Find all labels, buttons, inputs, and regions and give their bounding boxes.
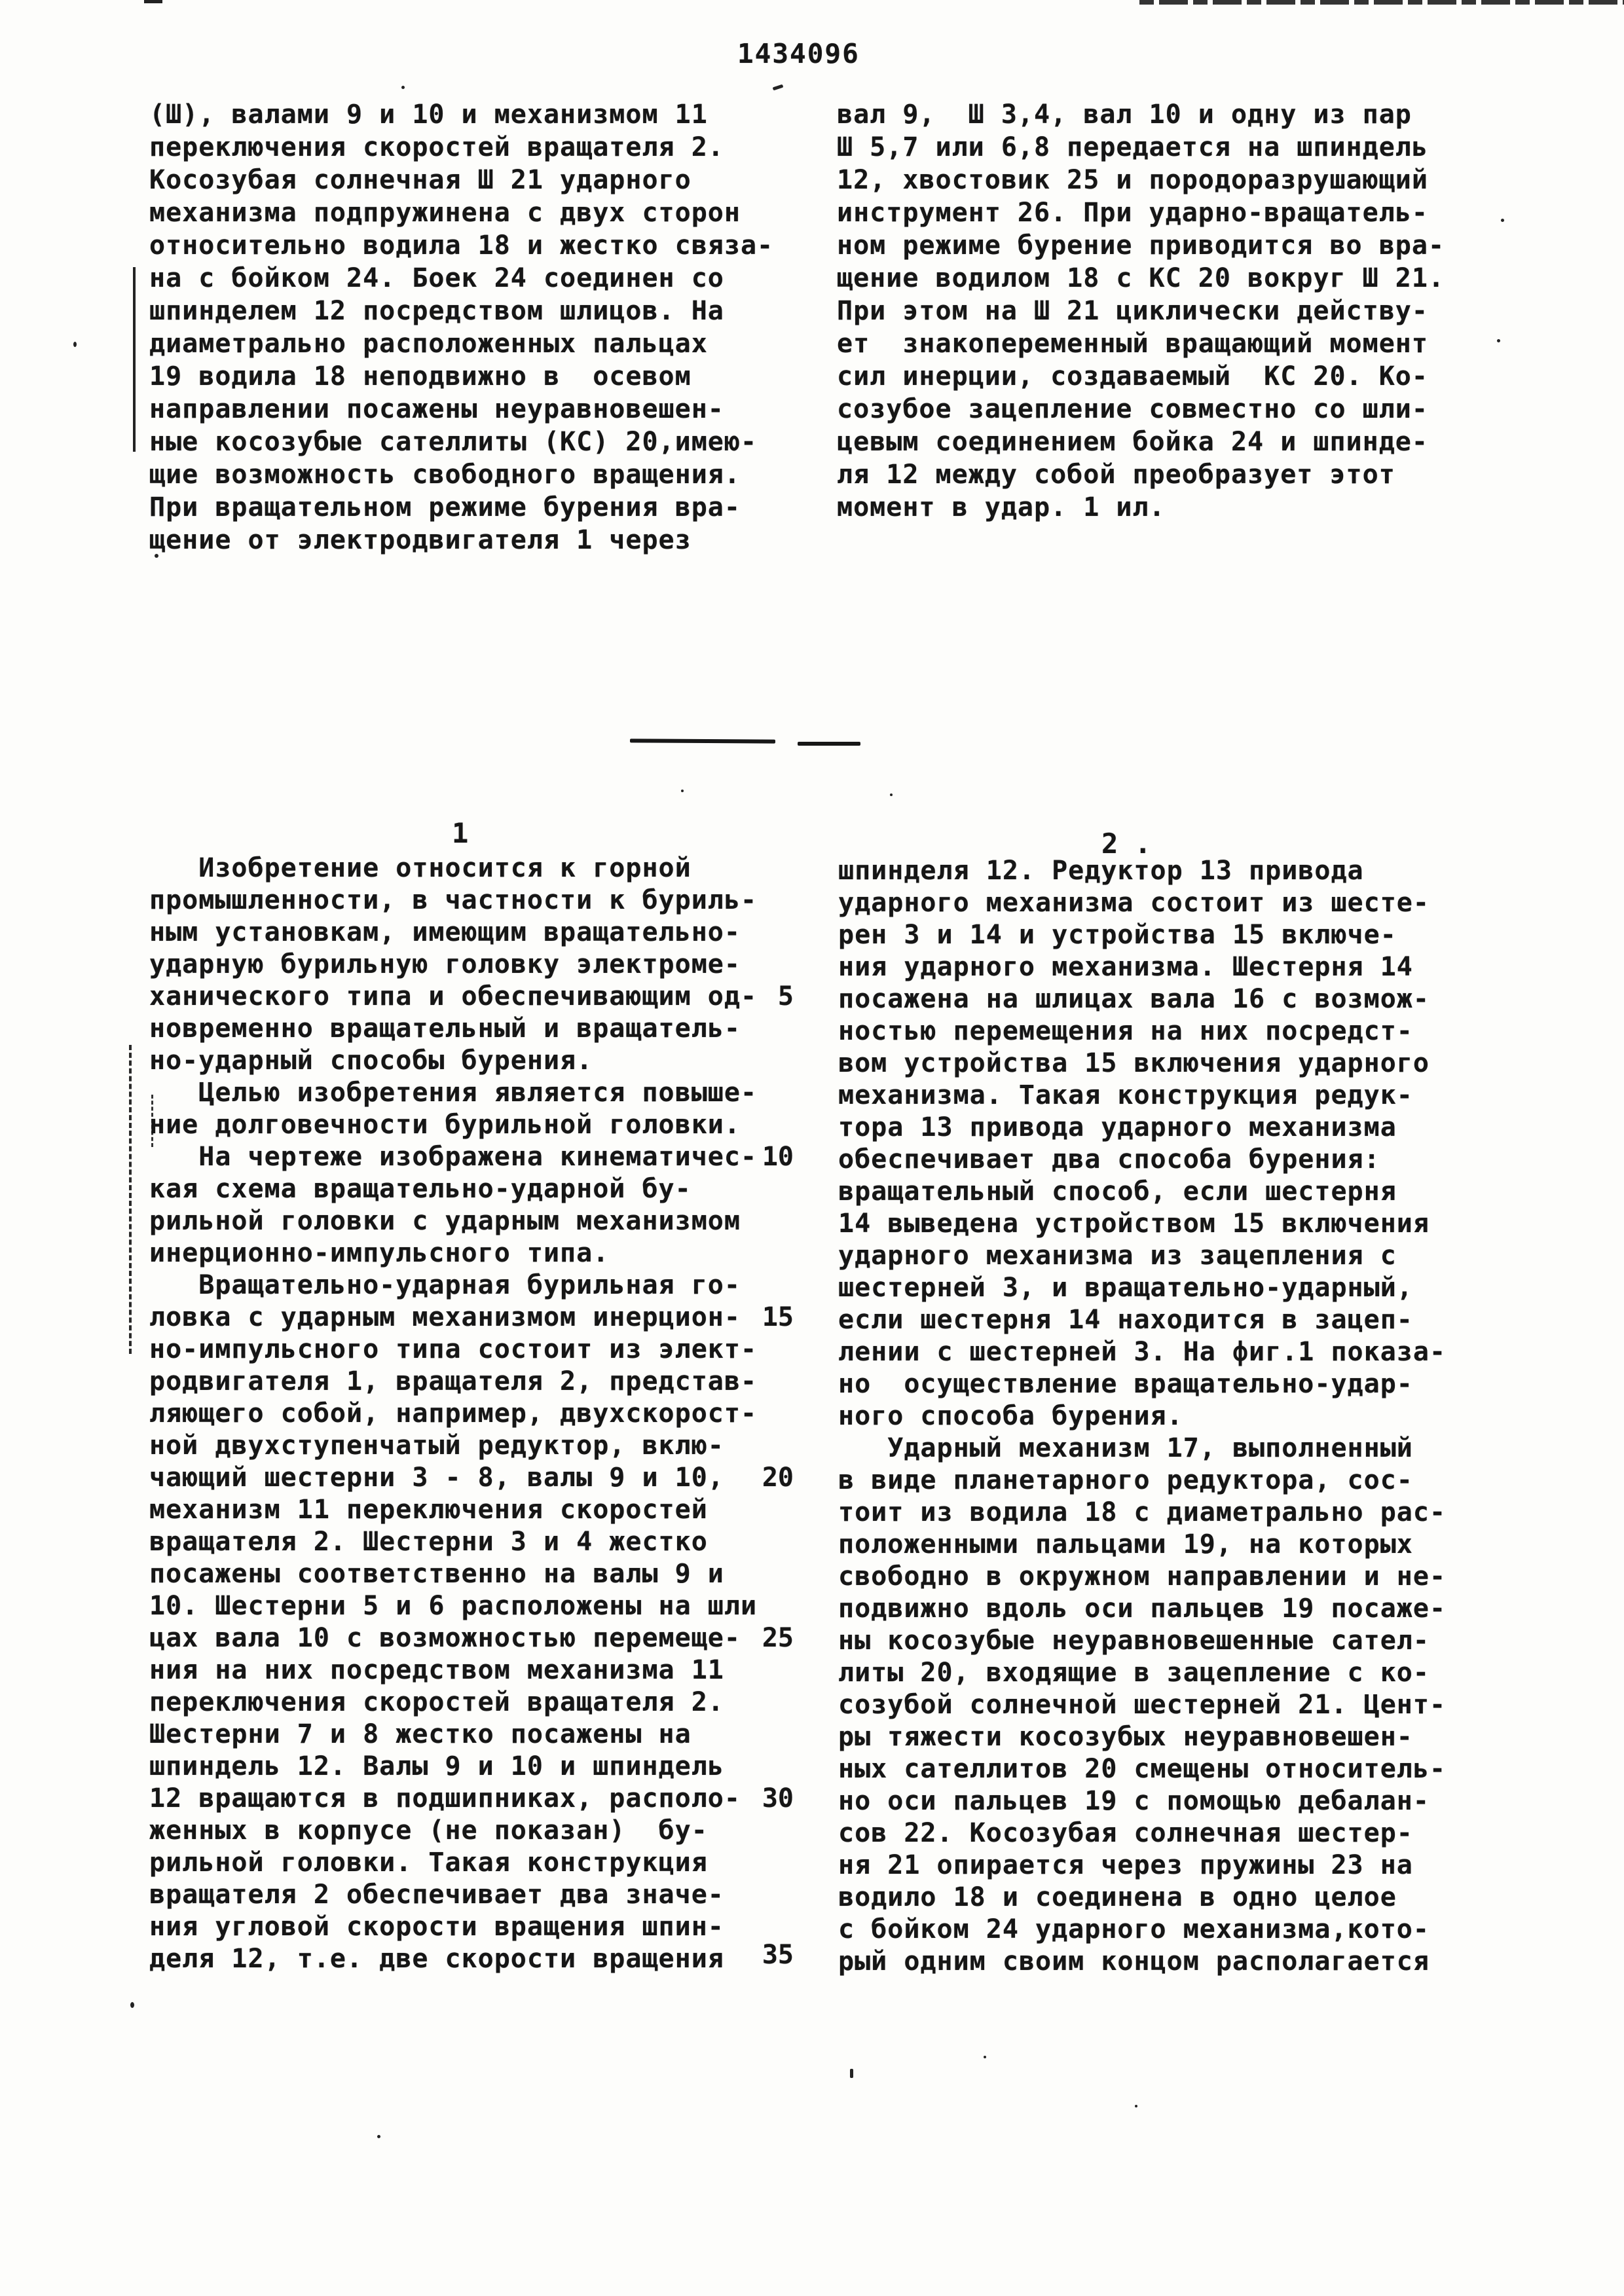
text-line: рый одним своим концом располагается xyxy=(838,1946,1430,1977)
text-line: новременно вращательный и вращатель- xyxy=(149,1013,741,1044)
text-line: кая схема вращательно-ударной бу- xyxy=(149,1174,692,1204)
column-number-left: 1 xyxy=(452,817,469,849)
text-line: ния угловой скорости вращения шпин- xyxy=(149,1912,724,1942)
text-line: переключения скоростей вращателя 2. xyxy=(149,132,724,162)
scan-speck xyxy=(1135,2105,1137,2107)
text-line: посажена на шлицах вала 16 с возмож- xyxy=(838,984,1430,1014)
text-line: положенными пальцами 19, на которых xyxy=(838,1529,1413,1559)
text-line: но-ударный способы бурения. xyxy=(149,1046,593,1076)
text-line: относительно водила 18 и жестко связа- xyxy=(149,230,774,261)
text-line: механизма. Такая конструкция редук- xyxy=(838,1080,1413,1110)
abstract-right-column xyxy=(837,98,1445,524)
text-line: 12 вращаются в подшипниках, располо- xyxy=(149,1783,741,1813)
text-line: рильной головки с ударным механизмом xyxy=(149,1206,741,1236)
text-line: ных сателлитов 20 смещены относитель- xyxy=(838,1754,1447,1784)
text-line: ударного механизма из зацепления с xyxy=(838,1241,1397,1271)
text-line: чающий шестерни 3 - 8, валы 9 и 10, xyxy=(149,1463,724,1493)
abstract-left-column xyxy=(149,98,773,556)
scan-artifact-margin-line xyxy=(133,267,136,452)
text-line: ние долговечности бурильной головки. xyxy=(149,1110,741,1140)
scan-speck xyxy=(850,2069,853,2078)
scan-speck xyxy=(377,2135,380,2138)
text-line: если шестерня 14 находится в зацеп- xyxy=(838,1305,1413,1335)
text-line: сил инерции, создаваемый КС 20. Ко- xyxy=(837,361,1428,392)
margin-line-number: 15 xyxy=(762,1302,794,1332)
text-line: шпинделя 12. Редуктор 13 привода xyxy=(838,856,1364,886)
text-line: ударную бурильную головку электроме- xyxy=(149,949,741,979)
text-line: щение водилом 18 с КС 20 вокруг Ш 21. xyxy=(837,263,1445,293)
scan-speck xyxy=(401,86,405,89)
text-line: но осуществление вращательно-удар- xyxy=(838,1369,1413,1399)
text-line: Шестерни 7 и 8 жестко посажены на xyxy=(149,1719,692,1749)
column-number-right: 2 . xyxy=(1101,828,1151,860)
scan-speck xyxy=(1501,219,1504,222)
scan-artifact-margin-dashed-line xyxy=(129,1045,132,1354)
margin-line-number: 5 xyxy=(777,981,794,1011)
text-line: щение от электродвигателя 1 через xyxy=(149,525,692,555)
text-line: обеспечивает два способа бурения: xyxy=(838,1144,1380,1175)
scan-speck xyxy=(681,790,684,792)
text-line: посажены соответственно на валы 9 и xyxy=(149,1559,724,1589)
text-line: Ударный механизм 17, выполненный xyxy=(838,1433,1413,1463)
text-line: ны косозубые неуравновешенные сател- xyxy=(838,1626,1430,1656)
text-line: На чертеже изображена кинематичес- xyxy=(149,1142,758,1172)
text-line: Целью изобретения является повыше- xyxy=(149,1078,758,1108)
margin-line-number: 35 xyxy=(762,1940,794,1970)
text-line: момент в удар. 1 ил. xyxy=(837,492,1166,522)
text-line: но-импульсного типа состоит из элект- xyxy=(149,1334,758,1364)
margin-line-number: 20 xyxy=(762,1463,794,1493)
text-line: в виде планетарного редуктора, сос- xyxy=(838,1465,1413,1495)
text-line: сов 22. Косозубая солнечная шестер- xyxy=(838,1818,1413,1848)
text-line: промышленности, в частности к буриль- xyxy=(149,885,758,915)
text-line: шпиндель 12. Валы 9 и 10 и шпиндель xyxy=(149,1751,724,1781)
scan-speck xyxy=(130,2002,134,2008)
scan-speck xyxy=(73,342,77,347)
text-line: (Ш), валами 9 и 10 и механизмом 11 xyxy=(149,100,708,130)
divider-rule-right xyxy=(798,742,860,746)
text-line: тора 13 привода ударного механизма xyxy=(838,1112,1397,1142)
text-line: щие возможность свободного вращения. xyxy=(149,460,741,490)
text-line: свободно в окружном направлении и не- xyxy=(838,1561,1447,1592)
text-line: деля 12, т.е. две скорости вращения xyxy=(149,1944,724,1974)
text-line: ет знакопеременный вращающий момент xyxy=(837,329,1428,359)
text-line: рен 3 и 14 и устройства 15 включе- xyxy=(838,920,1397,950)
text-line: цах вала 10 с возможностью перемеще- xyxy=(149,1623,741,1653)
text-line: ного способа бурения. xyxy=(838,1401,1183,1431)
text-line: цевым соединением бойка 24 и шпинде- xyxy=(837,427,1428,457)
text-line: 10. Шестерни 5 и 6 расположены на шли xyxy=(149,1591,758,1621)
text-line: направлении посажены неуравновешен- xyxy=(149,394,724,424)
margin-line-number: 30 xyxy=(762,1783,794,1813)
text-line: ном режиме бурение приводится во вра- xyxy=(837,230,1445,261)
text-line: механизм 11 переключения скоростей xyxy=(149,1495,708,1525)
text-line: ностью перемещения на них посредст- xyxy=(838,1016,1413,1046)
text-line: механизма подпружинена с двух сторон xyxy=(149,198,741,228)
text-line: ния на них посредством механизма 11 xyxy=(149,1655,724,1685)
scan-artifact-corner-dash xyxy=(144,0,162,3)
text-line: ры тяжести косозубых неуравновешен- xyxy=(838,1722,1413,1752)
text-line: Ш 5,7 или 6,8 передается на шпиндель xyxy=(837,132,1428,162)
text-line: ным установкам, имеющим вращательно- xyxy=(149,917,741,947)
description-right-column xyxy=(838,855,1446,1978)
text-line: ния ударного механизма. Шестерня 14 xyxy=(838,952,1413,982)
text-line: шестерней 3, и вращательно-ударный, xyxy=(838,1273,1413,1303)
scan-speck xyxy=(890,793,893,796)
text-line: Изобретение относится к горной xyxy=(149,853,692,883)
text-line: водило 18 и соединена в одно целое xyxy=(838,1882,1397,1912)
text-line: ной двухступенчатый редуктор, вклю- xyxy=(149,1430,724,1461)
text-line: 12, хвостовик 25 и породоразрушающий xyxy=(837,165,1428,195)
text-line: ловка с ударным механизмом инерцион- xyxy=(149,1302,741,1332)
text-line: созубой солнечной шестерней 21. Цент- xyxy=(838,1690,1447,1720)
text-line: 19 водила 18 неподвижно в осевом xyxy=(149,361,692,392)
text-line: диаметрально расположенных пальцах xyxy=(149,329,708,359)
text-line: созубое зацепление совместно со шли- xyxy=(837,394,1428,424)
scan-speck xyxy=(773,84,784,91)
text-line: ля 12 между собой преобразует этот xyxy=(837,460,1395,490)
text-line: вращательный способ, если шестерня xyxy=(838,1176,1397,1207)
text-line: ляющего собой, например, двухскорост- xyxy=(149,1398,758,1429)
text-line: тоит из водила 18 с диаметрально рас- xyxy=(838,1497,1447,1527)
text-line: При вращательном режиме бурения вра- xyxy=(149,492,741,522)
scan-artifact-top-edge xyxy=(1139,0,1624,5)
text-line: переключения скоростей вращателя 2. xyxy=(149,1687,724,1717)
text-line: вращателя 2 обеспечивает два значе- xyxy=(149,1880,724,1910)
text-line: Косозубая солнечная Ш 21 ударного xyxy=(149,165,692,195)
scan-speck xyxy=(984,2056,986,2058)
text-line: лении с шестерней 3. На фиг.1 показа- xyxy=(838,1337,1447,1367)
text-line: вом устройства 15 включения ударного xyxy=(838,1048,1430,1078)
text-line: женных в корпусе (не показан) бу- xyxy=(149,1815,708,1846)
text-line: вращателя 2. Шестерни 3 и 4 жестко xyxy=(149,1527,708,1557)
text-line: на с бойком 24. Боек 24 соединен со xyxy=(149,263,724,293)
text-line: инструмент 26. При ударно-вращатель- xyxy=(837,198,1428,228)
text-line: ударного механизма состоит из шесте- xyxy=(838,888,1430,918)
text-line: подвижно вдоль оси пальцев 19 посаже- xyxy=(838,1594,1447,1624)
description-left-column xyxy=(149,852,757,1975)
text-line: вал 9, Ш 3,4, вал 10 и одну из пар xyxy=(837,100,1412,130)
text-line: литы 20, входящие в зацепление с ко- xyxy=(838,1658,1430,1688)
text-line: Вращательно-ударная бурильная го- xyxy=(149,1270,741,1300)
margin-line-number: 10 xyxy=(762,1142,794,1172)
text-line: инерционно-импульсного типа. xyxy=(149,1238,610,1268)
scan-speck xyxy=(1497,339,1500,342)
patent-number: 1434096 xyxy=(737,38,860,69)
text-line: но оси пальцев 19 с помощью дебалан- xyxy=(838,1786,1430,1816)
text-line: При этом на Ш 21 циклически действу- xyxy=(837,296,1428,326)
divider-rule-left xyxy=(630,738,775,743)
text-line: ня 21 опирается через пружины 23 на xyxy=(838,1850,1413,1880)
margin-line-number: 25 xyxy=(762,1623,794,1653)
text-line: 14 выведена устройством 15 включения xyxy=(838,1209,1430,1239)
text-line: с бойком 24 ударного механизма,кото- xyxy=(838,1914,1430,1944)
text-line: шпинделем 12 посредством шлицов. На xyxy=(149,296,724,326)
text-line: рильной головки. Такая конструкция xyxy=(149,1848,708,1878)
text-line: родвигателя 1, вращателя 2, представ- xyxy=(149,1366,758,1396)
text-line: ханического типа и обеспечивающим од- xyxy=(149,981,758,1011)
text-line: ные косозубые сателлиты (КС) 20,имею- xyxy=(149,427,758,457)
